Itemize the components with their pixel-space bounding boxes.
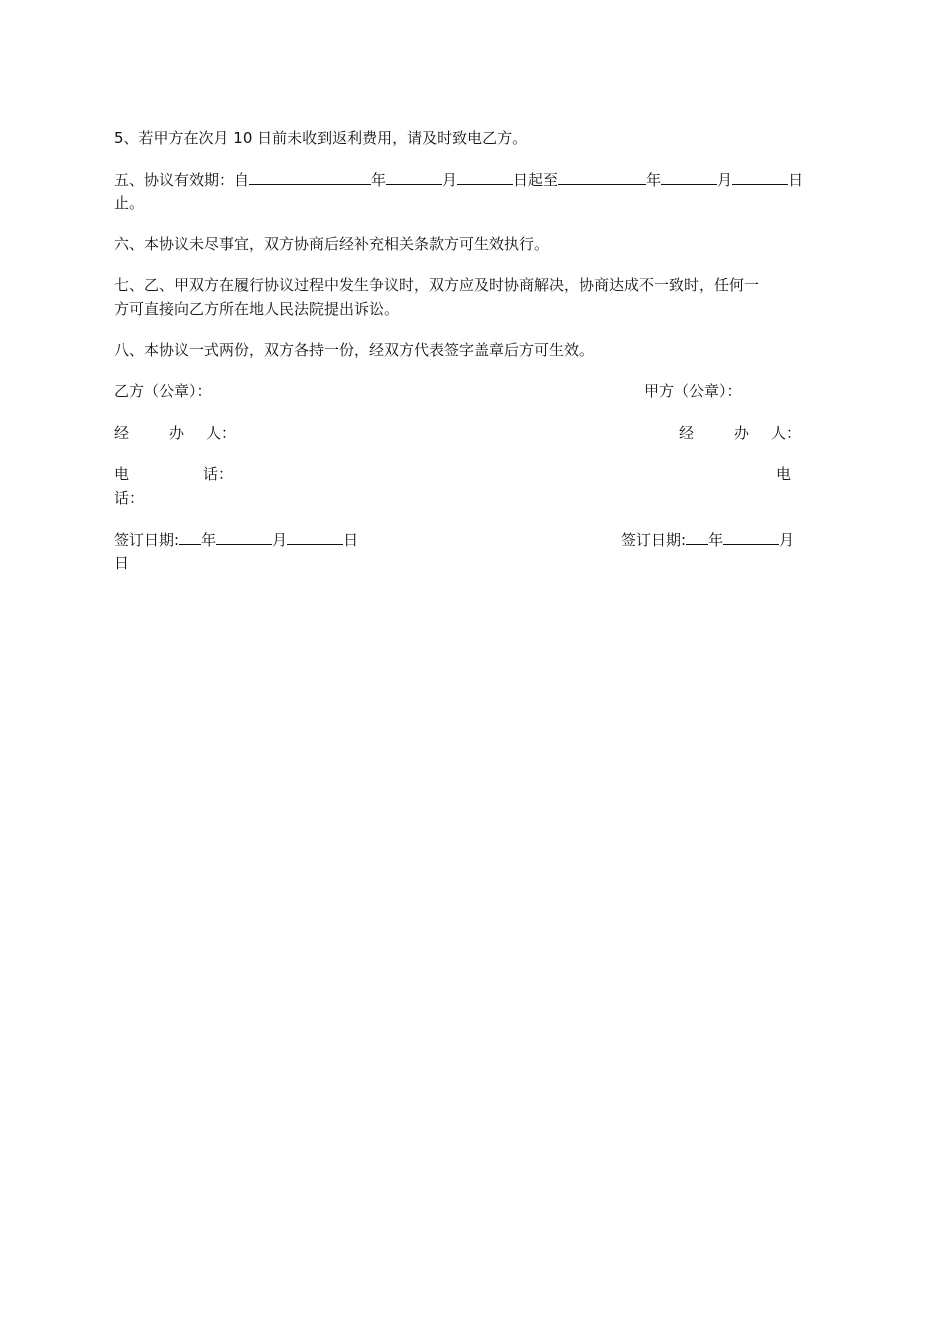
- end-year-blank[interactable]: [558, 168, 646, 185]
- validity-month-label: 月: [442, 171, 458, 189]
- validity-year-label: 年: [371, 171, 387, 189]
- handler-right-char-3: 人：: [771, 424, 802, 442]
- start-day-blank[interactable]: [457, 168, 513, 185]
- handler-right: [679, 422, 801, 444]
- handler-left-char-1: 经: [114, 424, 130, 442]
- start-year-blank[interactable]: [249, 168, 371, 185]
- date-right-year: 年: [708, 531, 724, 549]
- clause-seven-line-2: [114, 298, 399, 320]
- phone-right-line-1: [776, 463, 791, 485]
- validity-end-month-label: 月: [717, 171, 733, 189]
- date-left-day: 日: [343, 531, 359, 549]
- date-right-month-blank[interactable]: [723, 528, 779, 545]
- party-a-seal-label: 甲方（公章）：: [644, 382, 742, 400]
- clause-six: [114, 233, 549, 255]
- clause-validity: [114, 168, 803, 191]
- party-b-seal-label: 乙方（公章）：: [114, 382, 212, 400]
- phone-right-text-1: 电: [776, 465, 792, 483]
- date-right: [621, 528, 794, 551]
- clause-eight: [114, 339, 594, 361]
- date-left-year-blank[interactable]: [179, 528, 201, 545]
- date-right-day-wrap: 日: [114, 554, 130, 572]
- end-day-blank[interactable]: [732, 168, 788, 185]
- date-left-day-blank[interactable]: [287, 528, 343, 545]
- phone-left-char-2: 话：: [203, 465, 234, 483]
- handler-left-char-3: 人：: [206, 424, 237, 442]
- date-right-month: 月: [779, 531, 795, 549]
- validity-end-day-label: 日: [788, 171, 804, 189]
- validity-end-year-label: 年: [646, 171, 662, 189]
- date-left-label: 签订日期:: [114, 531, 180, 549]
- start-month-blank[interactable]: [386, 168, 442, 185]
- date-left-month: 月: [272, 531, 288, 549]
- validity-wrap-text: 止。: [114, 194, 145, 212]
- clause-seven-text-2: 方可直接向乙方所在地人民法院提出诉讼。: [114, 300, 400, 318]
- end-month-blank[interactable]: [661, 168, 717, 185]
- clause-5-text: 5、若甲方在次月 10 日前未收到返利费用，请及时致电乙方。: [114, 129, 528, 147]
- validity-prefix: 五、协议有效期：自: [114, 171, 250, 189]
- clause-six-text: 六、本协议未尽事宜，双方协商后经补充相关条款方可生效执行。: [114, 235, 550, 253]
- date-left-month-blank[interactable]: [216, 528, 272, 545]
- date-left: [114, 528, 358, 551]
- handler-right-char-1: 经: [679, 424, 695, 442]
- phone-left-char-1: 电: [114, 465, 130, 483]
- handler-right-char-2: 办: [734, 424, 750, 442]
- handler-left-char-2: 办: [169, 424, 185, 442]
- clause-5: [114, 127, 527, 149]
- clause-eight-text: 八、本协议一式两份，双方各持一份，经双方代表签字盖章后方可生效。: [114, 341, 595, 359]
- date-right-label: 签订日期:: [621, 531, 687, 549]
- handler-left: [114, 422, 236, 444]
- date-right-year-blank[interactable]: [686, 528, 708, 545]
- clause-validity-wrap: [114, 192, 144, 214]
- phone-right-text-2: 话：: [114, 489, 145, 507]
- clause-seven-text-1: 七、乙、甲双方在履行协议过程中发生争议时，双方应及时协商解决，协商达成不一致时，任何一: [114, 276, 760, 294]
- date-right-wrap: [114, 552, 129, 574]
- party-b-seal: [114, 380, 212, 402]
- validity-day-from-label: 日起至: [513, 171, 559, 189]
- clause-seven-line-1: [114, 274, 759, 296]
- phone-right-line-2: [114, 487, 144, 509]
- party-a-seal: [644, 380, 742, 402]
- phone-left: [114, 463, 233, 485]
- date-left-year: 年: [201, 531, 217, 549]
